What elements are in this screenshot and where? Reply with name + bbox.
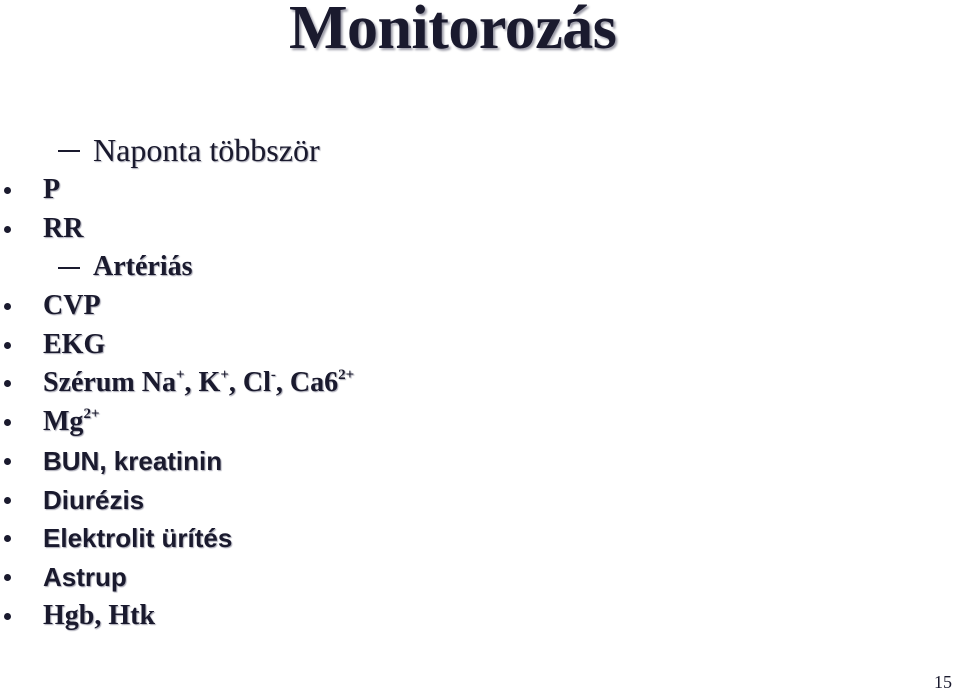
bullet-icon — [4, 303, 11, 310]
bullet-icon — [4, 535, 11, 542]
k-charge: + — [220, 367, 229, 383]
mg-label: Mg — [43, 406, 84, 437]
list-item-label: BUN, kreatinin — [43, 445, 223, 476]
ca-charge: 2+ — [338, 367, 355, 383]
bullet-icon — [4, 380, 11, 387]
szerum-na: Szérum Na — [43, 367, 176, 398]
szerum-cl: , Cl — [228, 367, 271, 398]
list-item-label — [43, 406, 100, 438]
slide-title: Monitorozás — [289, 0, 617, 62]
sub-item-label: Artériás — [93, 251, 193, 282]
mg-charge: 2+ — [83, 406, 100, 422]
cl-charge: - — [270, 367, 276, 383]
szerum-k: , K — [184, 367, 221, 398]
dash-icon — [58, 150, 80, 152]
list-item-label — [43, 367, 354, 399]
list-item-label: Hgb, Htk — [43, 600, 156, 631]
na-charge: + — [175, 367, 185, 383]
bullet-icon — [4, 226, 11, 233]
bullet-icon — [4, 342, 11, 349]
szerum-ca: , Ca6 — [275, 367, 339, 398]
list-item-label: EKG — [43, 329, 106, 360]
list-item-label: Astrup — [43, 561, 127, 592]
list-item-label: P — [43, 174, 61, 205]
list-item-label: CVP — [43, 290, 101, 321]
bullet-icon — [4, 497, 11, 504]
list-item-label: RR — [43, 213, 84, 244]
dash-icon — [58, 267, 80, 269]
page-number: 15 — [934, 672, 952, 692]
bullet-icon — [4, 458, 11, 465]
list-item-label: Elektrolit ürítés — [43, 522, 233, 553]
bullet-icon — [4, 613, 11, 620]
bullet-icon — [4, 419, 11, 426]
bullet-icon — [4, 187, 11, 194]
list-item-label: Diurézis — [43, 484, 145, 515]
bullet-icon — [4, 574, 11, 581]
sub-item-label: Naponta többször — [93, 131, 320, 168]
